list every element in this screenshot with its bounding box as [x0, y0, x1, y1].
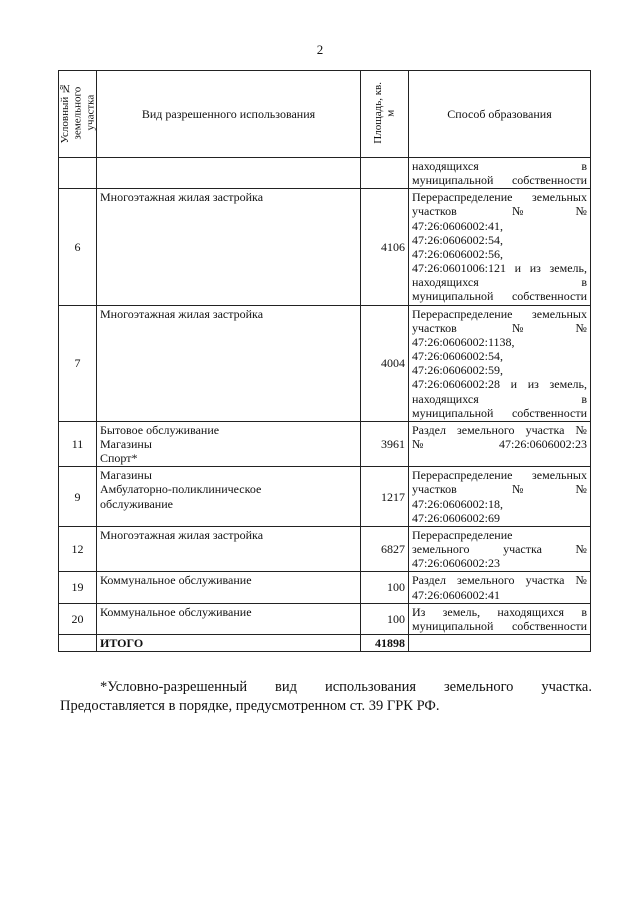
formation-method-line: 47:26:0606002:23 [412, 556, 501, 571]
plot-number: 9 [59, 467, 97, 527]
table-row [59, 572, 591, 603]
table-row [59, 189, 591, 305]
table-row [59, 158, 591, 189]
permitted-use [97, 158, 361, 189]
permitted-use: Многоэтажная жилая застройка [97, 305, 361, 421]
formation-method-line: 47:26:0606002:54, [412, 349, 504, 364]
page-number: 2 [316, 42, 324, 57]
formation-method-line: участков №№ [412, 204, 587, 219]
formation-method-line: 47:26:0606002:1138, [412, 334, 515, 349]
formation-method-line: 47:26:0606002:54, [412, 232, 504, 247]
plot-area: 4106 [361, 189, 409, 305]
plot-number: 7 [59, 305, 97, 421]
formation-method [409, 603, 591, 634]
total-row [59, 635, 591, 652]
header-plot-number: Условный № земельного участка [59, 71, 97, 158]
formation-method-line: Из земель, находящихся в [412, 604, 587, 619]
formation-method-line: 47:26:0606002:69 [412, 510, 501, 525]
plot-area: 3961 [361, 421, 409, 466]
formation-method-line: участков №№ [412, 482, 587, 497]
formation-method-line: 47:26:0601006:121 и из земель, [412, 261, 587, 276]
permitted-use: Магазины Амбулаторно-поликлиническое обслуживание [97, 467, 361, 527]
formation-method [409, 467, 591, 527]
formation-method [409, 572, 591, 603]
plot-area: 1217 [361, 467, 409, 527]
formation-method-line: 47:26:0606002:18, [412, 496, 504, 511]
formation-method-line: Перераспределение земельных [412, 306, 587, 321]
formation-method-line: № 47:26:0606002:23 [412, 436, 587, 451]
formation-method-line: Раздел земельного участка № [412, 573, 587, 588]
plot-number: 11 [59, 421, 97, 466]
table-row [59, 305, 591, 421]
permitted-use: Коммунальное обслуживание [97, 572, 361, 603]
footnote-line-2: Предоставляется в порядке, предусмотренном ст. 39 ГРК РФ. [60, 697, 440, 714]
formation-method-line: 47:26:0606002:56, [412, 246, 504, 261]
formation-method-line: Раздел земельного участка № [412, 422, 587, 437]
total-empty-cell [409, 635, 591, 652]
plot-area [361, 158, 409, 189]
formation-method-line: Перераспределение земельных [412, 468, 587, 483]
plot-number: 12 [59, 526, 97, 571]
formation-method [409, 305, 591, 421]
formation-method-line: участков №№ [412, 320, 587, 335]
formation-method [409, 158, 591, 189]
formation-method-line: 47:26:0606002:41, [412, 218, 504, 233]
formation-method [409, 189, 591, 305]
plot-area: 100 [361, 572, 409, 603]
plot-area: 4004 [361, 305, 409, 421]
total-label: ИТОГО [97, 635, 361, 652]
table-row [59, 421, 591, 466]
plot-number: 6 [59, 189, 97, 305]
table-row [59, 526, 591, 571]
plot-area: 100 [361, 603, 409, 634]
permitted-use: Коммунальное обслуживание [97, 603, 361, 634]
footnote-line-1: *Условно-разрешенный вид использования земельного участка. [100, 679, 592, 695]
formation-method-line: муниципальной собственности [412, 173, 587, 188]
formation-method-line: муниципальной собственности [412, 618, 587, 633]
formation-method-line: находящихся в [412, 159, 587, 173]
total-empty-cell [59, 635, 97, 652]
formation-method-line: муниципальной собственности [412, 405, 587, 420]
land-plots-table [58, 70, 591, 652]
header-permitted-use: Вид разрешенного использования [97, 71, 361, 158]
total-area: 41898 [361, 635, 409, 652]
permitted-use: Многоэтажная жилая застройка [97, 526, 361, 571]
table-row [59, 603, 591, 634]
formation-method [409, 421, 591, 466]
table-header-row [59, 71, 591, 158]
plot-number: 19 [59, 572, 97, 603]
table-row [59, 467, 591, 527]
footnote [60, 678, 592, 716]
formation-method-line: находящихся в [412, 275, 587, 290]
plot-area: 6827 [361, 526, 409, 571]
permitted-use: Многоэтажная жилая застройка [97, 189, 361, 305]
header-formation-method: Способ образования [409, 71, 591, 158]
permitted-use: Бытовое обслуживание Магазины Спорт* [97, 421, 361, 466]
formation-method-line: земельного участка № [412, 542, 587, 557]
formation-method-line: находящихся в [412, 391, 587, 406]
formation-method-line: 47:26:0606002:59, [412, 363, 504, 378]
header-area: Площадь, кв. м [361, 71, 409, 158]
formation-method-line: Перераспределение земельных [412, 190, 587, 205]
plot-number: 20 [59, 603, 97, 634]
formation-method [409, 526, 591, 571]
formation-method-line: муниципальной собственности [412, 289, 587, 304]
formation-method-line: 47:26:0606002:28 и из земель, [412, 377, 587, 392]
formation-method-line: 47:26:0606002:41 [412, 587, 501, 602]
formation-method-line: Перераспределение [412, 527, 513, 542]
plot-number [59, 158, 97, 189]
